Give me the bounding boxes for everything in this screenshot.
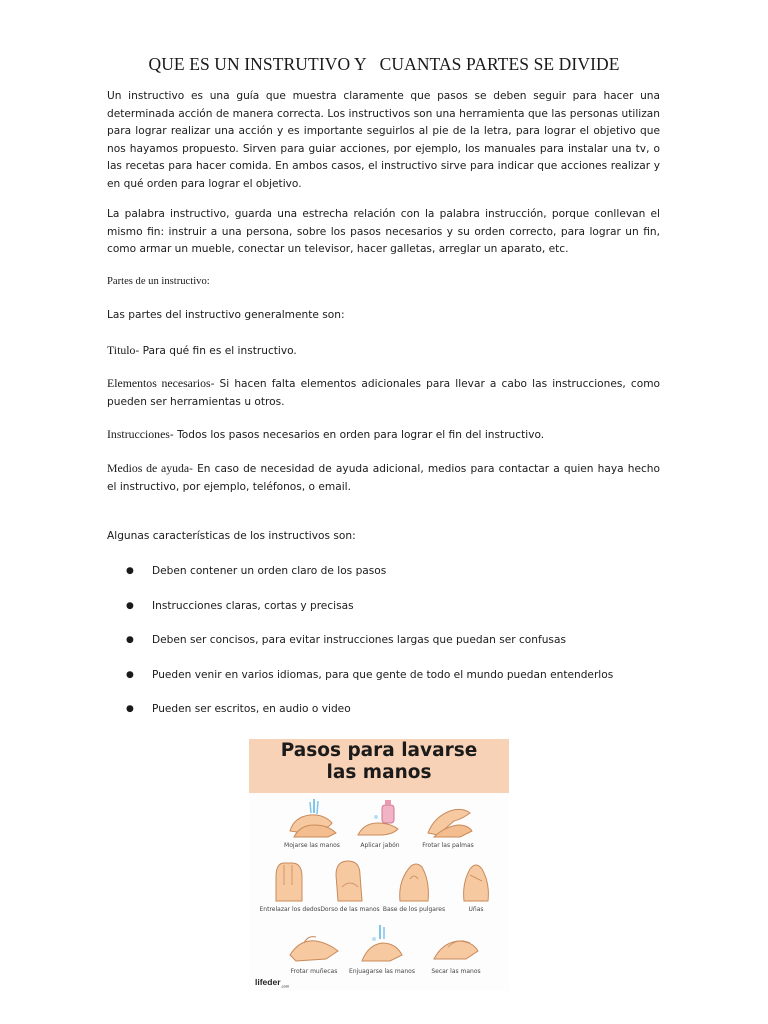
step-caption: Frotar las palmas <box>422 842 474 849</box>
infographic-header <box>249 739 509 793</box>
part-desc: - Si hacen falta elementos adicionales para llevar a cabo las instrucciones, como pueden ser herramientas u otros. <box>107 378 660 408</box>
part-term: Instrucciones <box>107 427 170 441</box>
step-caption: Frotar muñecas <box>290 968 338 975</box>
part-desc: - Todos los pasos necesarios en orden para lograr el fin del instructivo. <box>169 429 545 441</box>
soap-bottle-icon <box>352 797 408 839</box>
intro-paragraph: Un instructivo es una guía que muestra claramente que pasos se deben seguir para hacer una determinada acción de manera correcta. Los instructivos son una herramienta que las personas utilizan para lograr realizar una acción y es importante seguirlos al pie de la letra, para lograr el objetivo que nos hayamos propuesto. Sirven para guiar acciones, por ejemplo, los manuales para instalar una tv, o las recetas para hacer comida. En ambos casos, el instructivo sirve para indicar que acciones realizar y en qué orden para lograr el objetivo. <box>107 90 660 190</box>
part-titulo <box>107 342 660 361</box>
list-item-text: Deben contener un orden claro de los pasos <box>152 565 387 577</box>
list-item-text: Instrucciones claras, cortas y precisas <box>152 600 354 612</box>
step-caption: Mojarse las manos <box>284 842 340 849</box>
step-rinse <box>347 925 417 975</box>
characteristics-intro: Algunas características de los instructivos son: <box>107 530 356 542</box>
step-caption: Secar las manos <box>431 968 481 975</box>
parts-heading: Partes de un instructivo: <box>107 276 210 287</box>
thumb-rub-icon <box>386 857 442 903</box>
part-term: Titulo <box>107 343 136 357</box>
back-of-hands-icon <box>322 857 378 903</box>
part-elementos <box>107 375 660 411</box>
bullet-icon: ● <box>126 566 134 576</box>
part-instrucciones <box>107 426 660 445</box>
step-caption: Base de los pulgares <box>382 906 446 913</box>
step-caption: Dorso de las manos <box>320 906 380 913</box>
step-back-of-hands <box>315 857 385 913</box>
relation-paragraph: La palabra instructivo, guarda una estrecha relación con la palabra instrucción, porque conllevan el mismo fin: instruir a una persona, sobre los pasos necesarios y su orden correcto, para lograr un fin, como armar un mueble, conectar un televisor, hacer galletas, arreglar un aparato, etc. <box>107 208 660 256</box>
list-item-text: Pueden ser escritos, en audio o video <box>152 703 351 715</box>
step-wet-hands <box>277 797 347 849</box>
step-caption: Entrelazar los dedos <box>259 906 321 913</box>
rinse-hands-icon <box>354 925 410 965</box>
step-caption: Enjuagarse las manos <box>349 968 415 975</box>
step-rub-palms <box>413 797 483 849</box>
part-term: Medios de ayuda <box>107 461 190 475</box>
step-caption: Uñas <box>468 906 484 913</box>
infographic-title-line1: Pasos para lavarse <box>280 740 478 761</box>
step-dry-hands <box>421 925 491 975</box>
rub-palms-icon <box>420 797 476 839</box>
step-nails <box>441 857 511 913</box>
wrist-rub-icon <box>286 925 342 965</box>
part-desc: - Para qué fin es el instructivo. <box>135 345 297 357</box>
step-caption: Aplicar jabón <box>360 842 400 849</box>
lifeder-logo: lifeder$_{.com}$ <box>255 977 290 989</box>
handwashing-infographic <box>249 739 509 991</box>
part-medios <box>107 460 660 496</box>
nails-icon <box>448 857 504 903</box>
interlaced-fingers-icon <box>262 857 318 903</box>
parts-intro: Las partes del instructivo generalmente son: <box>107 309 345 321</box>
list-item-text: Pueden venir en varios idiomas, para que gente de todo el mundo puedan entenderlos <box>152 669 614 681</box>
bullet-icon: ● <box>126 635 134 645</box>
part-term: Elementos necesarios <box>107 376 211 390</box>
bullet-icon: ● <box>126 601 134 611</box>
step-wrists <box>279 925 349 975</box>
list-item-text: Deben ser concisos, para evitar instrucciones largas que puedan ser confusas <box>152 634 566 646</box>
step-thumbs <box>379 857 449 913</box>
bullet-icon: ● <box>126 704 134 714</box>
dry-hands-icon <box>428 925 484 965</box>
wet-hands-icon <box>284 797 340 839</box>
part-desc: - En caso de necesidad de ayuda adicional, medios para contactar a quien haya hecho el instructivo, por ejemplo, teléfonos, o email. <box>107 463 660 493</box>
bullet-icon: ● <box>126 670 134 680</box>
page-title: QUE ES UN INSTRUTIVO Y CUANTAS PARTES SE DIVIDE <box>148 54 620 74</box>
infographic-title-line2: las manos <box>326 762 432 783</box>
step-apply-soap <box>345 797 415 849</box>
